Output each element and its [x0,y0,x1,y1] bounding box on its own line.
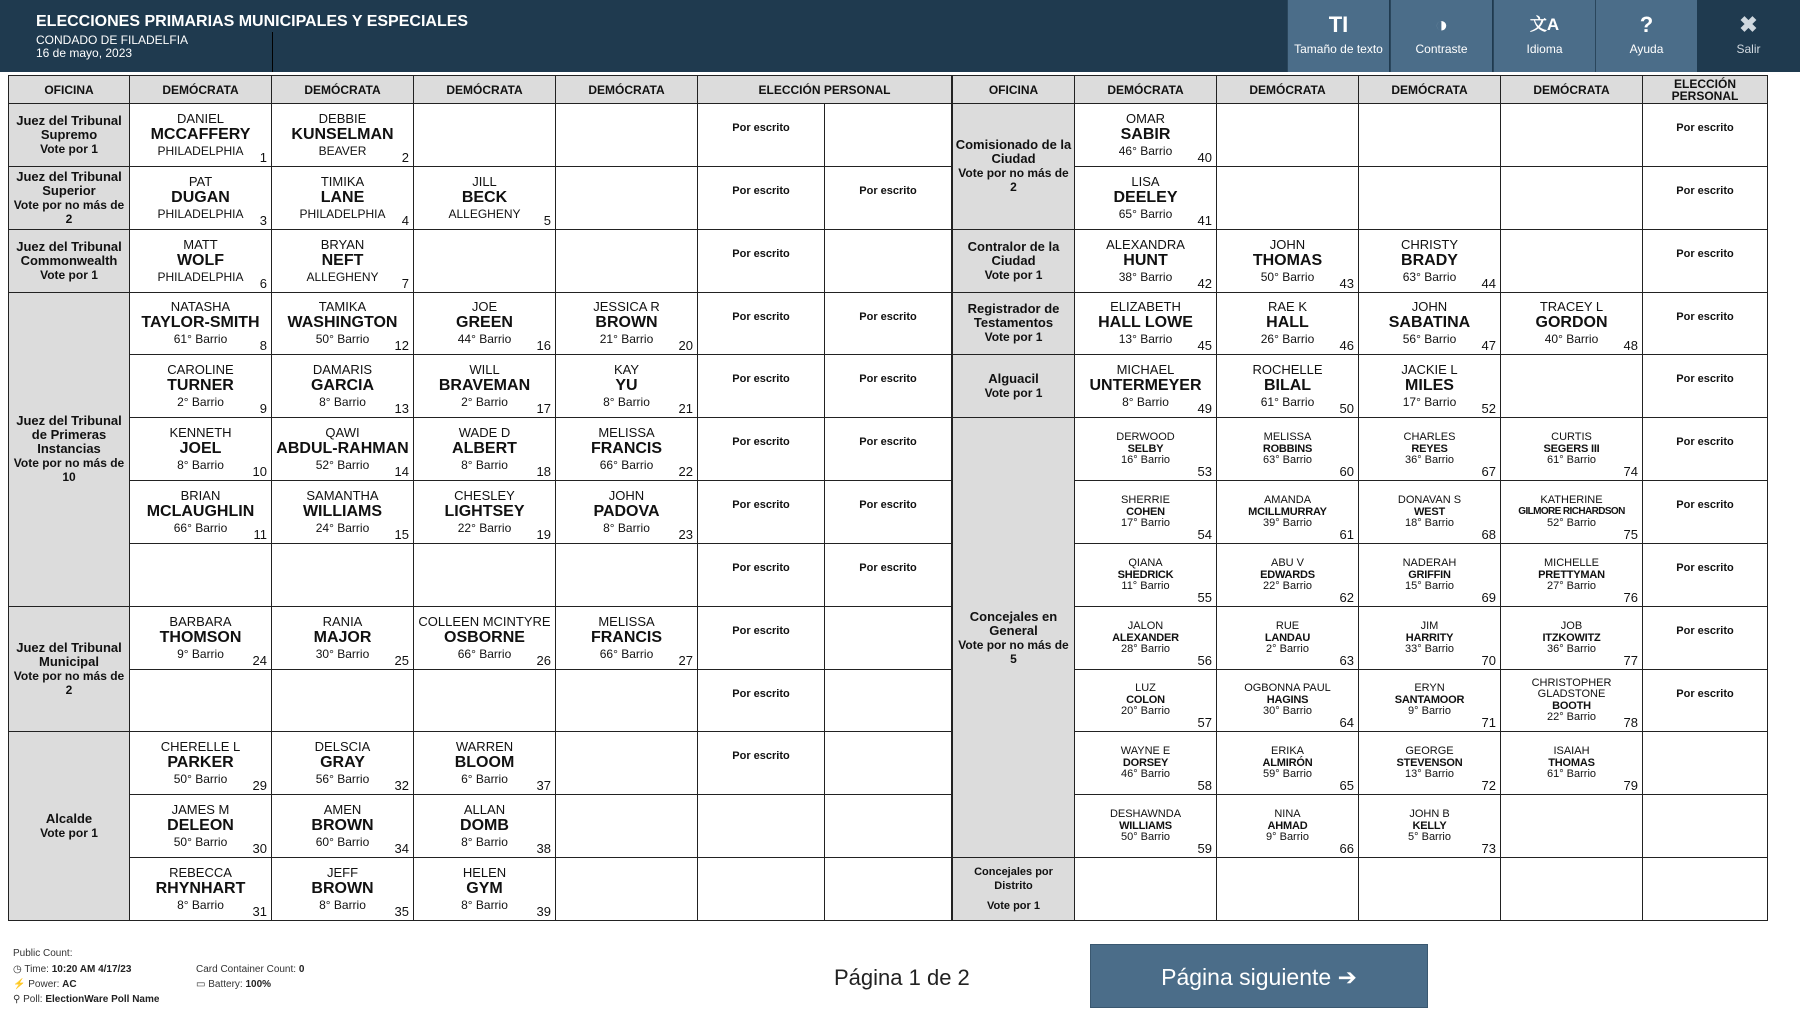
help-icon: ? [1639,12,1654,37]
col-header-dem: DEMÓCRATA [1359,76,1501,104]
write-in-cell[interactable]: Por escrito [1643,229,1768,292]
time-status: ◷ Time: 10:20 AM 4/17/23 [13,964,132,975]
candidate-cell[interactable]: ABU V EDWARDS 22° Barrio 62 [1217,543,1359,606]
candidate-cell[interactable]: ALLAN DOMB 8° Barrio 38 [414,795,556,858]
empty-cell [1359,858,1501,921]
candidate-cell[interactable]: MELISSA ROBBINS 63° Barrio 60 [1217,418,1359,481]
empty-cell [1075,858,1217,921]
candidate-cell[interactable]: CHARLES REYES 36° Barrio 67 [1359,418,1501,481]
col-header-personal: ELECCIÓN PERSONAL [698,76,952,104]
candidate-cell[interactable]: OGBONNA PAUL HAGINS 30° Barrio 64 [1217,669,1359,732]
location-pin-icon: ⚲ [13,994,24,1005]
empty-cell [556,669,698,732]
candidate-cell[interactable]: SHERRIE COHEN 17° Barrio 54 [1075,481,1217,544]
candidate-cell[interactable]: WAYNE E DORSEY 46° Barrio 58 [1075,732,1217,795]
candidate-cell[interactable]: ERIKA ALMIRÓN 59° Barrio 65 [1217,732,1359,795]
candidate-cell[interactable]: RUE LANDAU 2° Barrio 63 [1217,606,1359,669]
candidate-cell[interactable]: RAE K HALL 26° Barrio 46 [1217,292,1359,355]
empty-cell [825,732,952,795]
write-in-cell[interactable]: Por escrito [1643,418,1768,481]
write-in-cell[interactable]: Por escrito [825,418,952,481]
empty-cell [1359,166,1501,229]
empty-cell [556,858,698,921]
candidate-cell[interactable]: DELSCIA GRAY 56° Barrio 32 [272,732,414,795]
candidate-cell[interactable]: OMAR SABIR 46° Barrio 40 [1075,104,1217,167]
candidate-cell[interactable]: MELISSA FRANCIS 66° Barrio 22 [556,418,698,481]
write-in-cell[interactable]: Por escrito [698,543,825,606]
office-alguacil: Alguacil Vote por 1 [953,355,1075,418]
col-header-dem: DEMÓCRATA [414,76,556,104]
help-button[interactable]: ? Ayuda [1595,0,1697,72]
poll-status: ⚲ Poll: ElectionWare Poll Name [13,994,160,1005]
candidate-cell[interactable]: RANIA MAJOR 30° Barrio 25 [272,606,414,669]
power-status: ⚡ Power: AC [13,979,77,990]
candidate-cell[interactable]: CHRISTOPHER GLADSTONE BOOTH 22° Barrio 78 [1501,669,1643,732]
empty-cell [556,104,698,167]
text-size-button[interactable]: TI Tamaño de texto [1287,0,1389,72]
empty-cell [825,606,952,669]
card-count-status: Card Container Count: 0 [196,964,305,975]
candidate-cell[interactable]: DESHAWNDA WILLIAMS 50° Barrio 59 [1075,795,1217,858]
candidate-cell[interactable]: LUZ COLON 20° Barrio 57 [1075,669,1217,732]
empty-cell [414,669,556,732]
empty-cell [556,795,698,858]
write-in-cell[interactable]: Por escrito [1643,292,1768,355]
candidate-cell[interactable]: ERYN SANTAMOOR 9° Barrio 71 [1359,669,1501,732]
empty-cell [1643,795,1768,858]
candidate-cell[interactable]: AMEN BROWN 60° Barrio 34 [272,795,414,858]
empty-cell [556,166,698,229]
write-in-cell[interactable]: Por escrito [1643,104,1768,167]
candidate-cell[interactable]: MICHELLE PRETTYMAN 27° Barrio 76 [1501,543,1643,606]
next-page-button[interactable]: Página siguiente ➔ [1090,944,1428,1008]
office-concejales-distrito: Concejales por Distrito Vote por 1 [953,858,1075,921]
candidate-cell[interactable]: JIM HARRITY 33° Barrio 70 [1359,606,1501,669]
candidate-cell[interactable]: BRYAN NEFT ALLEGHENY 7 [272,229,414,292]
candidate-cell[interactable]: MICHAEL UNTERMEYER 8° Barrio 49 [1075,355,1217,418]
empty-cell [1501,229,1643,292]
empty-cell [130,543,272,606]
write-in-cell[interactable]: Por escrito [1643,669,1768,732]
candidate-cell[interactable]: KATHERINE GILMORE RICHARDSON 52° Barrio 75 [1501,481,1643,544]
candidate-cell[interactable]: CHESLEY LIGHTSEY 22° Barrio 19 [414,481,556,544]
write-in-cell[interactable]: Por escrito [698,669,825,732]
candidate-cell[interactable]: TIMIKA LANE PHILADELPHIA 4 [272,166,414,229]
power-icon: ⚡ [13,979,29,990]
ballot-table-right [952,75,1768,921]
office-superior: Juez del Tribunal Superior Vote por no más de 2 [9,166,130,229]
page-indicator: Página 1 de 2 [834,965,970,990]
candidate-cell[interactable]: ISAIAH THOMAS 61° Barrio 79 [1501,732,1643,795]
empty-cell [414,543,556,606]
empty-cell [825,104,952,167]
candidate-cell[interactable]: SAMANTHA WILLIAMS 24° Barrio 15 [272,481,414,544]
col-header-dem: DEMÓCRATA [272,76,414,104]
candidate-cell[interactable]: TRACEY L GORDON 40° Barrio 48 [1501,292,1643,355]
candidate-cell[interactable]: JAMES M DELEON 50° Barrio 30 [130,795,272,858]
candidate-cell[interactable]: JOHN THOMAS 50° Barrio 43 [1217,229,1359,292]
empty-cell [1643,858,1768,921]
county-name: CONDADO DE FILADELFIA [36,33,189,47]
candidate-cell[interactable]: DONAVAN S WEST 18° Barrio 68 [1359,481,1501,544]
col-header-personal: ELECCIÓN PERSONAL [1643,76,1768,104]
candidate-cell[interactable]: CHRISTY BRADY 63° Barrio 44 [1359,229,1501,292]
election-date: 16 de mayo, 2023 [36,46,133,60]
candidate-cell[interactable]: JILL BECK ALLEGHENY 5 [414,166,556,229]
office-supremo: Juez del Tribunal Supremo Vote por 1 [9,104,130,167]
write-in-cell[interactable]: Por escrito [698,606,825,669]
candidate-cell[interactable]: ROCHELLE BILAL 61° Barrio 50 [1217,355,1359,418]
write-in-cell[interactable]: Por escrito [698,732,825,795]
write-in-cell[interactable]: Por escrito [698,481,825,544]
write-in-cell[interactable]: Por escrito [1643,543,1768,606]
candidate-cell[interactable]: REBECCA RHYNHART 8° Barrio 31 [130,858,272,921]
write-in-cell[interactable]: Por escrito [825,292,952,355]
write-in-cell[interactable]: Por escrito [698,355,825,418]
empty-cell [1501,355,1643,418]
ballot-table-left [8,75,952,921]
empty-cell [1217,104,1359,167]
clock-icon: ◷ [13,964,25,975]
write-in-cell[interactable]: Por escrito [825,481,952,544]
col-header-dem: DEMÓCRATA [1217,76,1359,104]
candidate-cell[interactable]: PAT DUGAN PHILADELPHIA 3 [130,166,272,229]
candidate-cell[interactable]: WADE D ALBERT 8° Barrio 18 [414,418,556,481]
office-municipal: Juez del Tribunal Municipal Vote por no más de 2 [9,606,130,732]
language-icon: 文A [1529,15,1560,34]
write-in-cell[interactable]: Por escrito [698,166,825,229]
write-in-cell[interactable]: Por escrito [698,104,825,167]
candidate-cell[interactable]: WILL BRAVEMAN 2° Barrio 17 [414,355,556,418]
write-in-cell[interactable]: Por escrito [698,418,825,481]
candidate-cell[interactable]: JOB ITZKOWITZ 36° Barrio 77 [1501,606,1643,669]
candidate-cell[interactable]: LISA DEELEY 65° Barrio 41 [1075,166,1217,229]
candidate-cell[interactable]: JOHN SABATINA 56° Barrio 47 [1359,292,1501,355]
empty-cell [1217,166,1359,229]
empty-cell [414,229,556,292]
candidate-cell[interactable]: BARBARA THOMSON 9° Barrio 24 [130,606,272,669]
write-in-cell[interactable]: Por escrito [825,543,952,606]
candidate-cell[interactable]: JESSICA R BROWN 21° Barrio 20 [556,292,698,355]
candidate-cell[interactable]: GEORGE STEVENSON 13° Barrio 72 [1359,732,1501,795]
candidate-cell[interactable]: COLLEEN MCINTYRE OSBORNE 66° Barrio 26 [414,606,556,669]
empty-cell [698,795,825,858]
col-header-dem: DEMÓCRATA [556,76,698,104]
candidate-cell[interactable]: AMANDA MCILLMURRAY 39° Barrio 61 [1217,481,1359,544]
empty-cell [556,543,698,606]
candidate-cell[interactable]: NATASHA TAYLOR-SMITH 61° Barrio 8 [130,292,272,355]
candidate-cell[interactable]: DEBBIE KUNSELMAN BEAVER 2 [272,104,414,167]
empty-cell [1643,732,1768,795]
candidate-cell[interactable]: TAMIKA WASHINGTON 50° Barrio 12 [272,292,414,355]
candidate-cell[interactable]: JOHN B KELLY 5° Barrio 73 [1359,795,1501,858]
candidate-cell[interactable]: NINA AHMAD 9° Barrio 66 [1217,795,1359,858]
contrast-icon: ◑ [1434,12,1449,37]
col-header-office: OFICINA [953,76,1075,104]
election-title: ELECCIONES PRIMARIAS MUNICIPALES Y ESPECIALES [36,13,469,30]
candidate-cell[interactable]: ELIZABETH HALL LOWE 13° Barrio 45 [1075,292,1217,355]
write-in-cell[interactable]: Por escrito [1643,481,1768,544]
empty-cell [414,104,556,167]
write-in-cell[interactable]: Por escrito [698,229,825,292]
empty-cell [1501,104,1643,167]
office-contralor: Contralor de la Ciudad Vote por 1 [953,229,1075,292]
office-registrador: Registrador de Testamentos Vote por 1 [953,292,1075,355]
candidate-cell[interactable]: MELISSA FRANCIS 66° Barrio 27 [556,606,698,669]
write-in-cell[interactable]: Por escrito [825,355,952,418]
office-primeras-instancias: Juez del Tribunal de Primeras Instancias Vote por no más de 10 [9,292,130,606]
office-commonwealth: Juez del Tribunal Commonwealth Vote por 1 [9,229,130,292]
candidate-cell[interactable]: KENNETH JOEL 8° Barrio 10 [130,418,272,481]
office-alcalde: Alcalde Vote por 1 [9,732,130,921]
candidate-cell[interactable]: JACKIE L MILES 17° Barrio 52 [1359,355,1501,418]
candidate-cell[interactable]: WARREN BLOOM 6° Barrio 37 [414,732,556,795]
candidate-cell[interactable]: QIANA SHEDRICK 11° Barrio 55 [1075,543,1217,606]
candidate-cell[interactable]: BRIAN MCLAUGHLIN 66° Barrio 11 [130,481,272,544]
office-concejales-general: Concejales en General Vote por no más de 5 [953,418,1075,858]
candidate-cell[interactable]: CAROLINE TURNER 2° Barrio 9 [130,355,272,418]
empty-cell [825,229,952,292]
candidate-cell[interactable]: KAY YU 8° Barrio 21 [556,355,698,418]
empty-cell [1501,166,1643,229]
close-icon: ✖ [1739,12,1758,37]
write-in-cell[interactable]: Por escrito [1643,606,1768,669]
empty-cell [698,858,825,921]
candidate-cell[interactable]: HELEN GYM 8° Barrio 39 [414,858,556,921]
candidate-cell[interactable]: JOE GREEN 44° Barrio 16 [414,292,556,355]
empty-cell [825,795,952,858]
empty-cell [272,543,414,606]
candidate-cell[interactable]: MATT WOLF PHILADELPHIA 6 [130,229,272,292]
candidate-cell[interactable]: CHERELLE L PARKER 50° Barrio 29 [130,732,272,795]
candidate-cell[interactable]: ALEXANDRA HUNT 38° Barrio 42 [1075,229,1217,292]
candidate-cell[interactable]: QAWI ABDUL-RAHMAN 52° Barrio 14 [272,418,414,481]
candidate-cell[interactable]: JOHN PADOVA 8° Barrio 23 [556,481,698,544]
empty-cell [1217,858,1359,921]
contrast-button[interactable]: ◑ Contraste [1390,0,1492,72]
header-divider [272,32,273,72]
col-header-dem: DEMÓCRATA [130,76,272,104]
empty-cell [1501,795,1643,858]
write-in-cell[interactable]: Por escrito [825,166,952,229]
empty-cell [1359,104,1501,167]
write-in-cell[interactable]: Por escrito [698,292,825,355]
write-in-cell[interactable]: Por escrito [1643,166,1768,229]
language-button[interactable]: 文A Idioma [1493,0,1595,72]
empty-cell [1501,858,1643,921]
empty-cell [556,732,698,795]
col-header-dem: DEMÓCRATA [1075,76,1217,104]
empty-cell [825,669,952,732]
candidate-cell[interactable]: DANIEL MCCAFFERY PHILADELPHIA 1 [130,104,272,167]
empty-cell [130,669,272,732]
battery-status: ▭ Battery: 100% [196,979,272,990]
candidate-cell[interactable]: NADERAH GRIFFIN 15° Barrio 69 [1359,543,1501,606]
office-comisionado: Comisionado de la Ciudad Vote por no más de 2 [953,104,1075,230]
header-bar [0,0,1800,72]
candidate-cell[interactable]: DAMARIS GARCIA 8° Barrio 13 [272,355,414,418]
battery-icon: ▭ [196,979,209,990]
col-header-office: OFICINA [9,76,130,104]
candidate-cell[interactable]: JALON ALEXANDER 28° Barrio 56 [1075,606,1217,669]
public-count-label: Public Count: [13,948,73,959]
exit-button[interactable]: ✖ Salir [1697,0,1800,72]
text-size-icon: TI [1328,12,1349,37]
empty-cell [272,669,414,732]
candidate-cell[interactable]: JEFF BROWN 8° Barrio 35 [272,858,414,921]
write-in-cell[interactable]: Por escrito [1643,355,1768,418]
candidate-cell[interactable]: DERWOOD SELBY 16° Barrio 53 [1075,418,1217,481]
candidate-cell[interactable]: CURTIS SEGERS III 61° Barrio 74 [1501,418,1643,481]
col-header-dem: DEMÓCRATA [1501,76,1643,104]
empty-cell [556,229,698,292]
empty-cell [825,858,952,921]
